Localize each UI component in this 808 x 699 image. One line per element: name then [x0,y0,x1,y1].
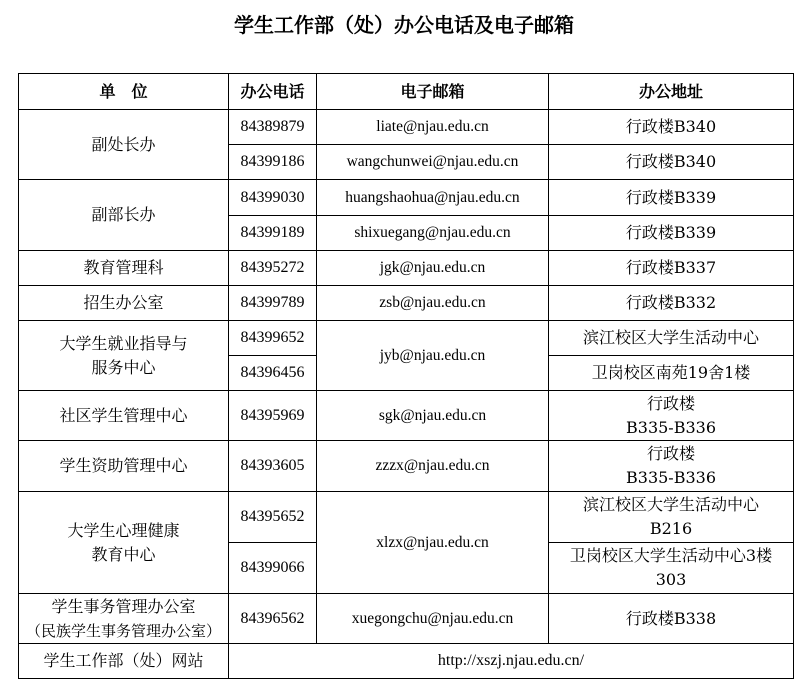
address-line: B335-B336 [626,468,716,487]
address-cell: 行政楼B340 [549,145,794,180]
email-link[interactable]: wangchunwei@njau.edu.cn [317,145,549,180]
address-cell [549,543,794,594]
address-cell: 卫岗校区南苑19舍1楼 [549,356,794,391]
table-row [19,251,794,286]
address-cell [549,492,794,543]
address-cell: 行政楼B338 [549,594,794,644]
email-link[interactable]: huangshaohua@njau.edu.cn [317,180,549,216]
phone-cell: 84395272 [229,251,317,286]
email-link[interactable]: xlzx@njau.edu.cn [317,492,549,594]
phone-cell: 84395969 [229,391,317,441]
unit-line: 大学生就业指导与 [59,333,188,353]
email-link[interactable]: jyb@njau.edu.cn [317,321,549,391]
phone-cell: 84399066 [229,543,317,594]
email-link[interactable]: zzzx@njau.edu.cn [317,441,549,492]
phone-cell: 84399652 [229,321,317,356]
unit-cell: 学生资助管理中心 [19,441,229,492]
table-row [19,644,794,679]
unit-line: 学生事务管理办公室 [51,596,196,616]
header-unit: 单 位 [19,74,229,110]
table-row [19,492,794,543]
address-cell [549,391,794,441]
email-link[interactable]: zsb@njau.edu.cn [317,286,549,321]
header-phone: 办公电话 [229,74,317,110]
unit-cell: 招生办公室 [19,286,229,321]
phone-cell: 84396562 [229,594,317,644]
address-cell [549,441,794,492]
unit-line: 教育中心 [91,544,156,564]
header-email: 电子邮箱 [317,74,549,110]
table-row [19,321,794,356]
unit-cell: 副处长办 [19,110,229,180]
unit-line: 大学生心理健康 [67,520,180,540]
address-cell: 行政楼B332 [549,286,794,321]
table-row [19,180,794,216]
unit-line: （民族学生事务管理办公室） [25,621,221,640]
address-line: 303 [655,570,687,589]
address-cell: 行政楼B340 [549,110,794,145]
table-row [19,594,794,644]
address-line: 行政楼 [646,444,695,463]
website-link[interactable]: http://xszj.njau.edu.cn/ [229,644,794,679]
phone-cell: 84396456 [229,356,317,391]
email-link[interactable]: sgk@njau.edu.cn [317,391,549,441]
website-label: 学生工作部（处）网站 [19,644,229,679]
phone-cell: 84399186 [229,145,317,180]
address-line: 滨江校区大学生活动中心 [582,495,759,514]
address-cell: 行政楼B339 [549,180,794,216]
phone-cell: 84389879 [229,110,317,145]
address-cell: 滨江校区大学生活动中心 [549,321,794,356]
address-line: B335-B336 [626,417,716,437]
contact-table [18,73,794,679]
address-line: B216 [649,519,693,538]
email-link[interactable]: liate@njau.edu.cn [317,110,549,145]
table-row [19,441,794,492]
phone-cell: 84395652 [229,492,317,543]
email-link[interactable]: jgk@njau.edu.cn [317,251,549,286]
header-row [19,74,794,110]
address-cell: 行政楼B337 [549,251,794,286]
unit-cell [19,321,229,391]
table-row [19,391,794,441]
phone-cell: 84399789 [229,286,317,321]
email-link[interactable]: shixuegang@njau.edu.cn [317,216,549,251]
unit-cell: 副部长办 [19,180,229,251]
address-line: 行政楼 [646,393,695,413]
unit-line: 服务中心 [91,357,156,377]
page-title: 学生工作部（处）办公电话及电子邮箱 [234,13,574,37]
phone-cell: 84399189 [229,216,317,251]
table-row [19,286,794,321]
table-row [19,110,794,145]
header-address: 办公地址 [549,74,794,110]
phone-cell: 84399030 [229,180,317,216]
email-link[interactable]: xuegongchu@njau.edu.cn [317,594,549,644]
address-cell: 行政楼B339 [549,216,794,251]
unit-cell [19,594,229,644]
unit-cell [19,492,229,594]
phone-cell: 84393605 [229,441,317,492]
address-line: 卫岗校区大学生活动中心3楼 [569,546,773,565]
unit-cell: 社区学生管理中心 [19,391,229,441]
unit-cell: 教育管理科 [19,251,229,286]
